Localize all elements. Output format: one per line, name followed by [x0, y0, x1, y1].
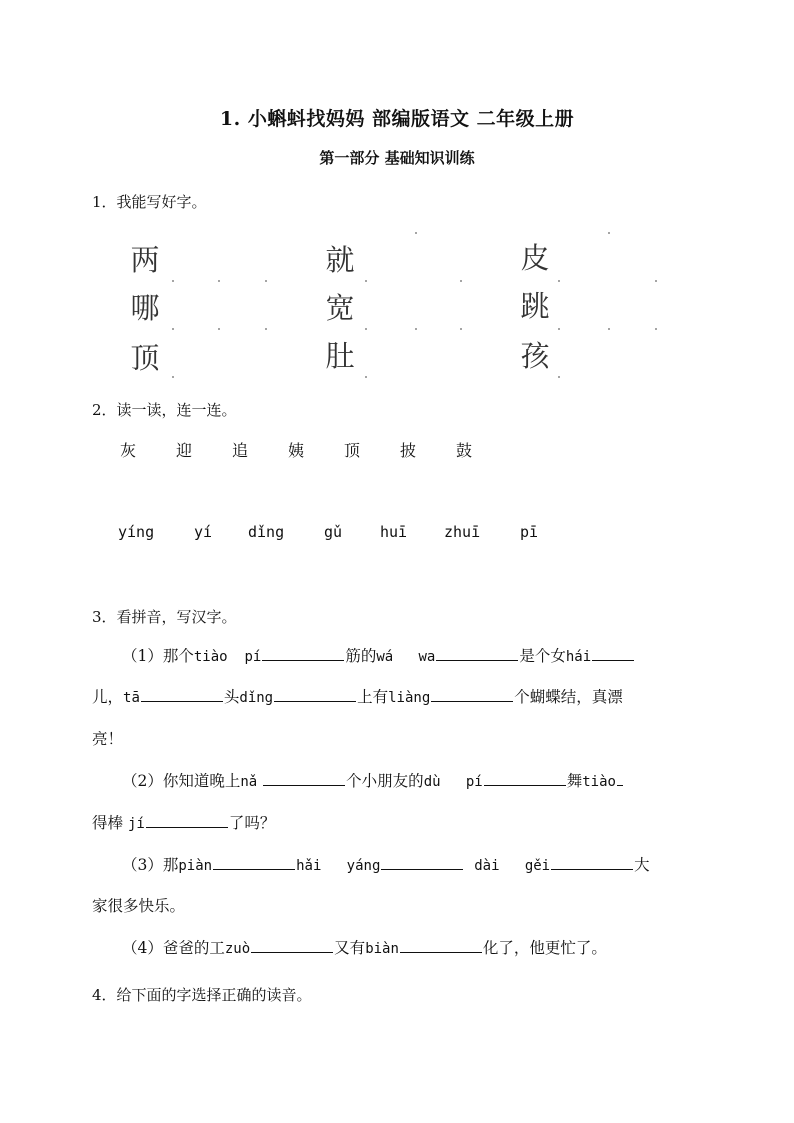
sentence-text: 化了，他更忙了。	[482, 939, 607, 957]
sentence-text: 筋的	[345, 647, 377, 665]
practice-character-grid	[110, 228, 690, 388]
q3-sentence-4	[122, 941, 607, 957]
sentence-text: 舞	[566, 772, 583, 790]
grid-dot	[265, 328, 267, 330]
match-character: 顶	[344, 441, 361, 460]
sentence-text: （3）那	[122, 856, 179, 874]
sentence-text: 了吗？	[228, 814, 276, 832]
grid-dot	[172, 280, 174, 282]
match-pinyin: yíng	[118, 523, 155, 541]
grid-dot	[365, 376, 367, 378]
sentence-text: 大	[634, 856, 650, 874]
pinyin-hint: tiào pí	[193, 649, 262, 665]
pinyin-hint: dài gěi	[474, 858, 551, 874]
grid-dot	[558, 376, 560, 378]
match-pinyin: yí	[194, 523, 213, 541]
grid-dot	[460, 280, 462, 282]
match-character: 披	[400, 441, 417, 460]
sentence-text: 头	[223, 688, 240, 706]
pinyin-hint: zuò	[224, 941, 251, 957]
grid-dot	[415, 328, 417, 330]
answer-blank[interactable]	[146, 826, 228, 828]
match-character: 鼓	[456, 441, 473, 460]
sentence-text: 得棒	[92, 814, 124, 832]
answer-blank[interactable]	[213, 868, 295, 870]
q3-sentence-3-line-1	[122, 858, 650, 874]
sentence-text: 儿，	[92, 688, 124, 706]
q3-sentence-3-line-2	[92, 899, 185, 915]
sentence-text: 是个女	[519, 647, 566, 665]
grid-dot	[608, 232, 610, 234]
pinyin-hint: liàng	[388, 690, 431, 706]
sentence-text: 个蝴蝶结，真漂	[514, 688, 623, 706]
match-pinyin: zhuī	[444, 523, 481, 541]
pinyin-hint: hǎi yáng	[296, 858, 381, 874]
q3-sentence-1-line-1	[122, 649, 635, 665]
match-character: 追	[232, 441, 249, 460]
sentence-text: （2）你知道晚上	[122, 772, 241, 790]
answer-blank[interactable]	[617, 784, 623, 786]
match-pinyin: huī	[380, 523, 408, 541]
answer-blank[interactable]	[263, 784, 345, 786]
grid-dot	[415, 232, 417, 234]
pinyin-hint: piàn	[178, 858, 213, 874]
match-character: 灰	[120, 441, 137, 460]
section-subtitle: 第一部分 基础知识训练	[319, 149, 475, 167]
match-pinyin: dǐng	[248, 523, 285, 541]
pinyin-hint: hái	[565, 649, 592, 665]
practice-character: 皮	[520, 241, 550, 275]
pinyin-hint: dù pí	[423, 774, 483, 790]
q1-heading: 1．我能写好字。	[92, 193, 207, 211]
grid-dot	[365, 328, 367, 330]
pinyin-hint: dǐng	[239, 690, 274, 706]
answer-blank[interactable]	[592, 659, 634, 661]
grid-dot	[365, 280, 367, 282]
sentence-text: （1）那个	[122, 647, 194, 665]
q3-sentence-2-line-2	[92, 816, 275, 832]
grid-dot	[655, 328, 657, 330]
q3-sentence-1-line-3	[92, 732, 123, 748]
answer-blank[interactable]	[251, 951, 333, 953]
sentence-text: 个小朋友的	[346, 772, 424, 790]
answer-blank[interactable]	[551, 868, 633, 870]
practice-character: 哪	[130, 291, 160, 325]
match-character: 迎	[176, 441, 193, 460]
grid-dot	[218, 328, 220, 330]
sentence-text: 亮！	[92, 730, 124, 748]
grid-dot	[172, 376, 174, 378]
practice-character: 两	[130, 243, 160, 277]
sentence-text: 又有	[334, 939, 366, 957]
q3-sentence-1-line-2	[92, 690, 623, 706]
grid-dot	[265, 280, 267, 282]
q3-heading: 3．看拼音，写汉字。	[92, 608, 237, 626]
answer-blank[interactable]	[400, 951, 482, 953]
pinyin-hint: tiào	[582, 774, 616, 790]
answer-blank[interactable]	[484, 784, 566, 786]
pinyin-hint: jí	[127, 816, 145, 832]
practice-character: 肚	[325, 339, 355, 373]
pinyin-hint: biàn	[365, 941, 399, 957]
answer-blank[interactable]	[436, 659, 518, 661]
q4-heading: 4．给下面的字选择正确的读音。	[92, 986, 312, 1004]
practice-character: 宽	[325, 291, 355, 325]
match-pinyin: pī	[520, 523, 539, 541]
grid-dot	[608, 328, 610, 330]
answer-blank[interactable]	[141, 700, 223, 702]
grid-dot	[172, 328, 174, 330]
grid-dot	[655, 280, 657, 282]
sentence-text: （4）爸爸的工	[122, 939, 225, 957]
answer-blank[interactable]	[262, 659, 344, 661]
practice-character: 跳	[520, 289, 550, 323]
practice-character: 孩	[520, 339, 550, 373]
pinyin-hint: nǎ	[240, 774, 258, 790]
sentence-text: 上有	[357, 688, 389, 706]
pinyin-hint: wá wa	[376, 649, 436, 665]
q2-heading: 2．读一读，连一连。	[92, 401, 237, 419]
grid-dot	[460, 328, 462, 330]
answer-blank[interactable]	[381, 868, 463, 870]
match-character: 姨	[288, 441, 305, 460]
answer-blank[interactable]	[431, 700, 513, 702]
grid-dot	[218, 280, 220, 282]
q3-sentence-2-line-1	[122, 774, 624, 790]
grid-dot	[558, 280, 560, 282]
match-pinyin: gǔ	[324, 523, 343, 541]
pinyin-hint: tā	[123, 690, 140, 706]
practice-character: 就	[325, 243, 355, 277]
practice-character: 顶	[130, 341, 160, 375]
page-title: 1. 小蝌蚪找妈妈 部编版语文 二年级上册	[219, 108, 575, 130]
answer-blank[interactable]	[274, 700, 356, 702]
grid-dot	[558, 328, 560, 330]
sentence-text: 家很多快乐。	[92, 897, 186, 915]
